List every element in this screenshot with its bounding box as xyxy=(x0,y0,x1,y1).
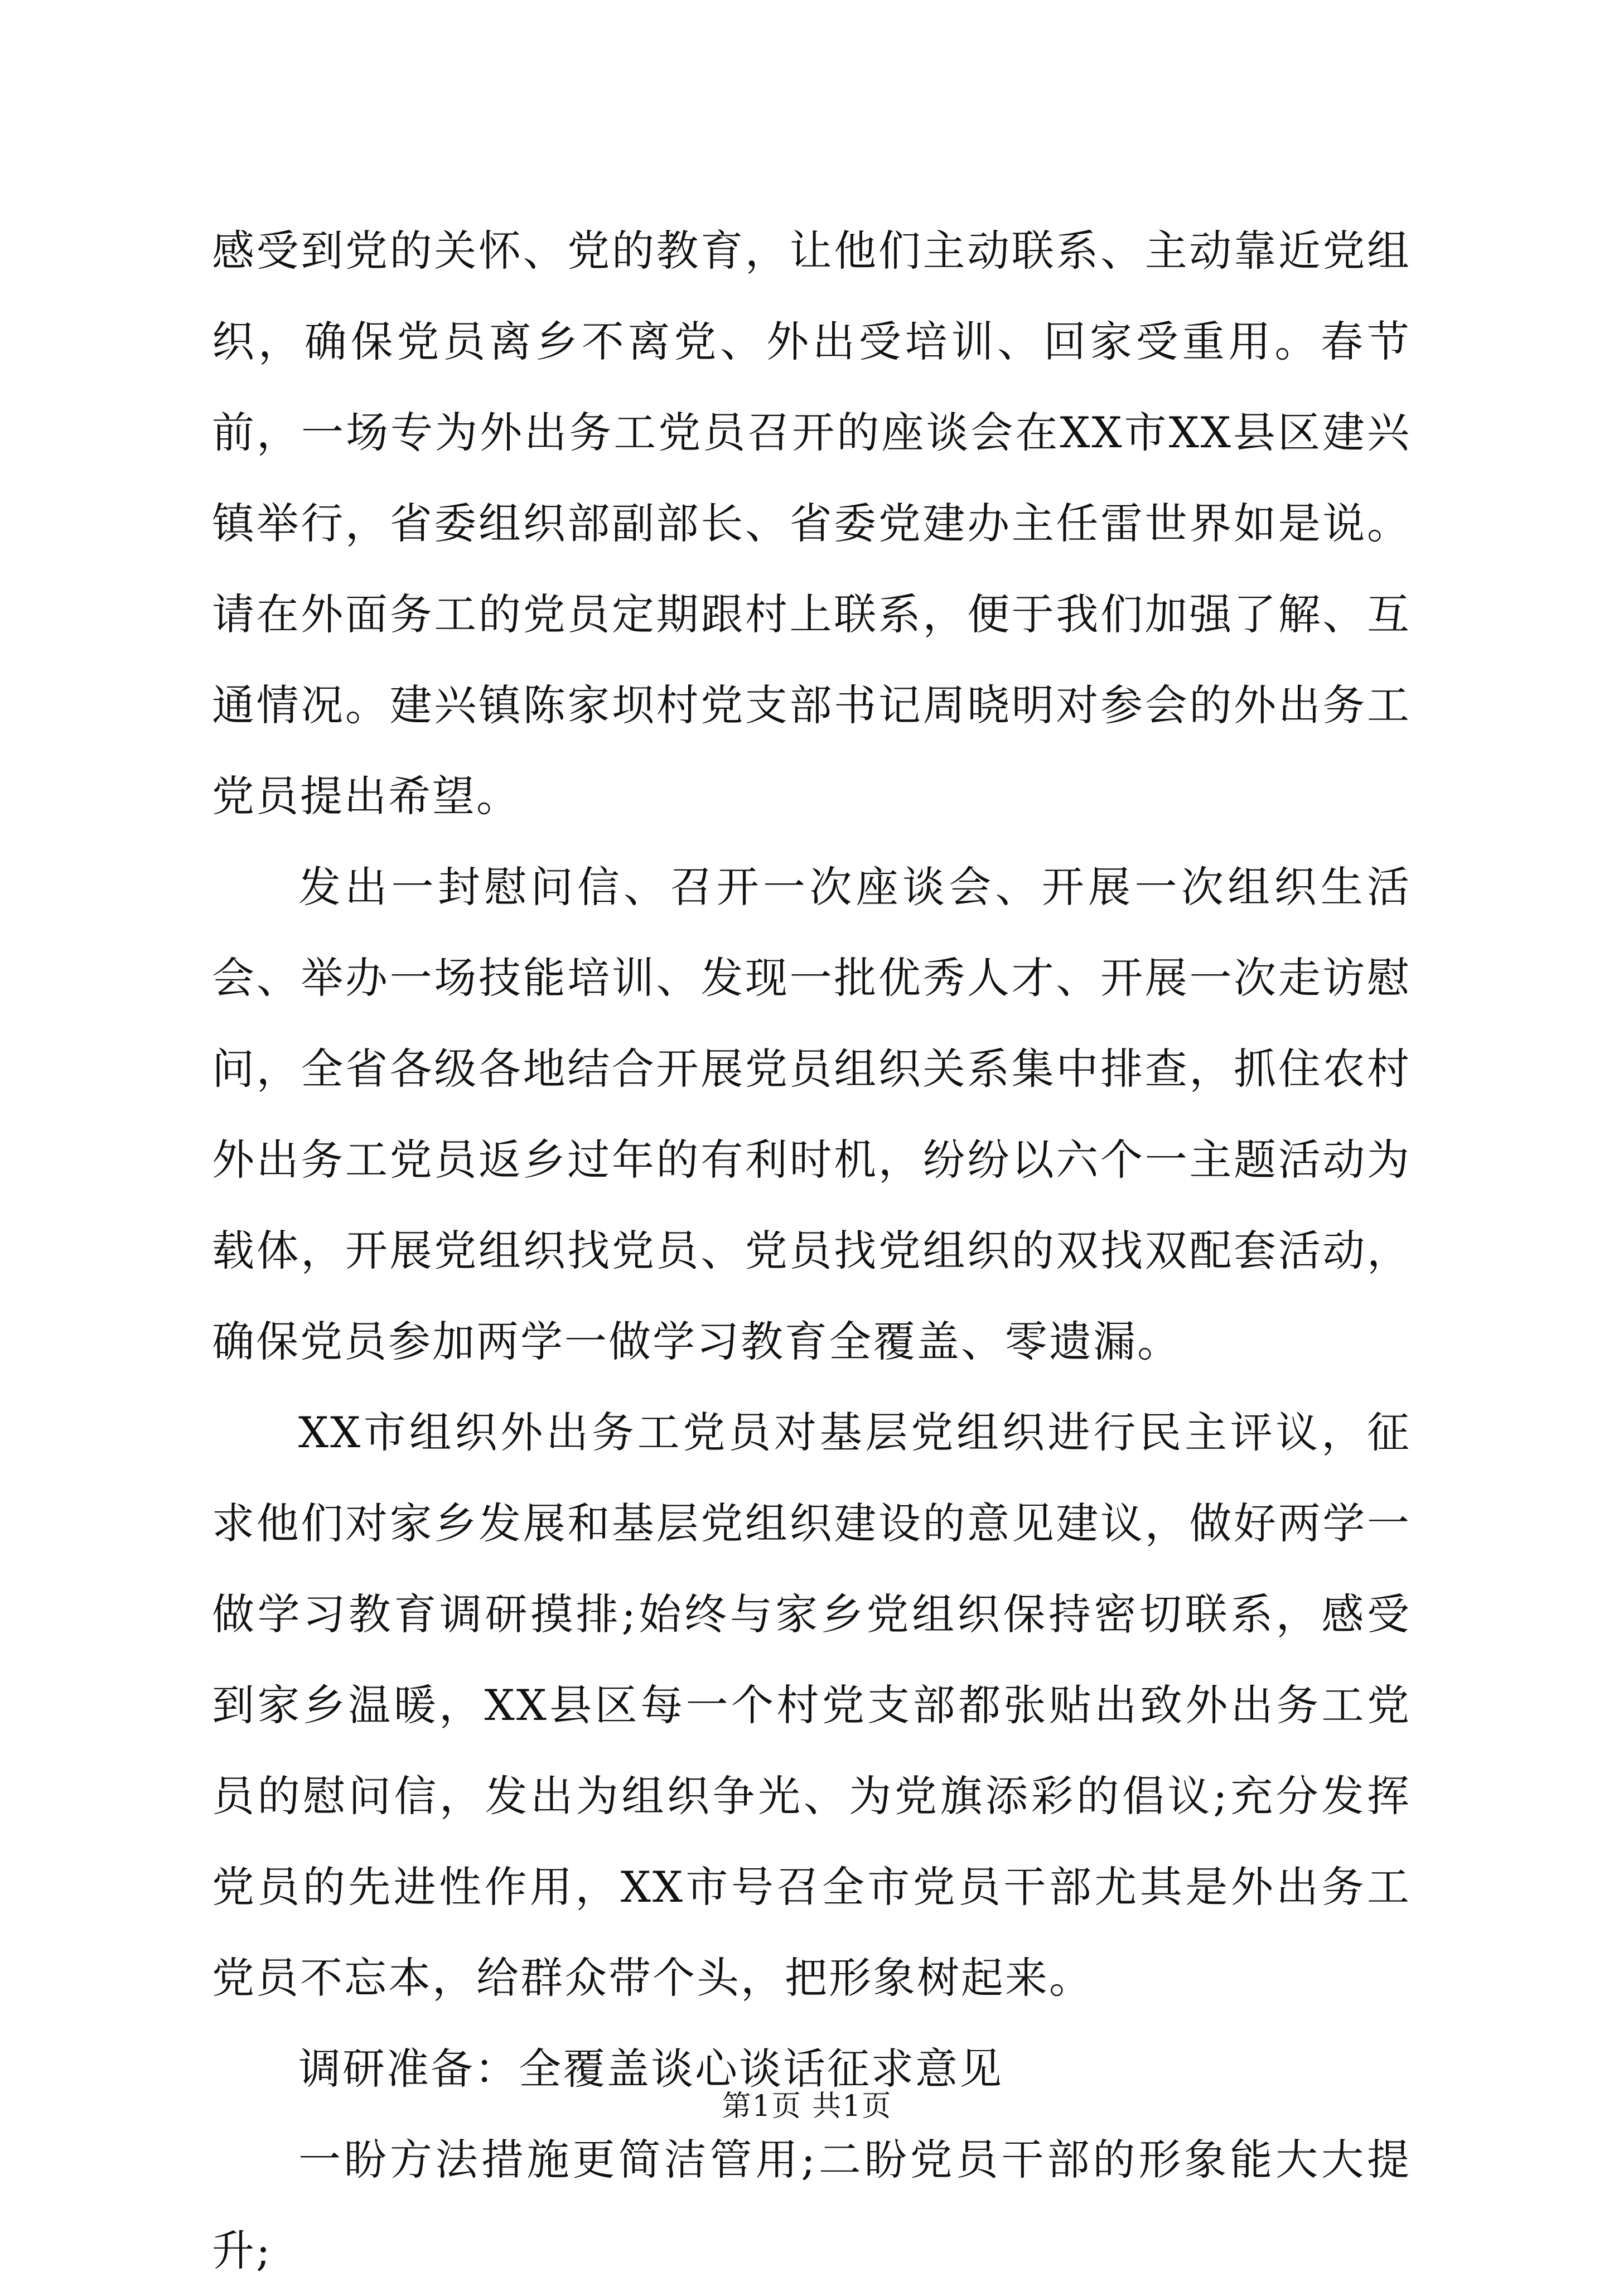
document-body xyxy=(212,205,1411,2296)
paragraph-1: 感受到党的关怀、党的教育，让他们主动联系、主动靠近党组织，确保党员离乡不离党、外出受培训、回家受重用。春节前，一场专为外出务工党员召开的座谈会在XX市XX县区建兴镇举行，省委组织部副部长、省委党建办主任雷世界如是说。请在外面务工的党员定期跟村上联系，便于我们加强了解、互通情况。建兴镇陈家坝村党支部书记周晓明对参会的外出务工党员提出希望。 xyxy=(212,226,1411,821)
paragraph-2: 发出一封慰问信、召开一次座谈会、开展一次组织生活会、举办一场技能培训、发现一批优秀人才、开展一次走访慰问，全省各级各地结合开展党员组织关系集中排查，抓住农村外出务工党员返乡过年的有利时机，纷纷以六个一主题活动为载体，开展党组织找党员、党员找党组织的双找双配套活动，确保党员参加两学一做学习教育全覆盖、零遗漏。 xyxy=(212,862,1411,1366)
page-footer: 第1页 共1页 xyxy=(722,2090,892,2123)
section-heading: 调研准备：全覆盖谈心谈话征求意见 xyxy=(298,2044,1003,2094)
paragraph-4: 一盼方法措施更简洁管用;二盼党员干部的形象能大大提升; xyxy=(212,2135,1411,2275)
paragraph-3: XX市组织外出务工党员对基层党组织进行民主评议，征求他们对家乡发展和基层党组织建设的意见建议，做好两学一做学习教育调研摸排;始终与家乡党组织保持密切联系，感受到家乡温暖，XX县区每一个村党支部都张贴出致外出务工党员的慰问信，发出为组织争光、为党旗添彩的倡议;充分发挥党员的先进性作用，XX市号召全市党员干部尤其是外出务工党员不忘本，给群众带个头，把形象树起来。 xyxy=(212,1408,1411,2003)
